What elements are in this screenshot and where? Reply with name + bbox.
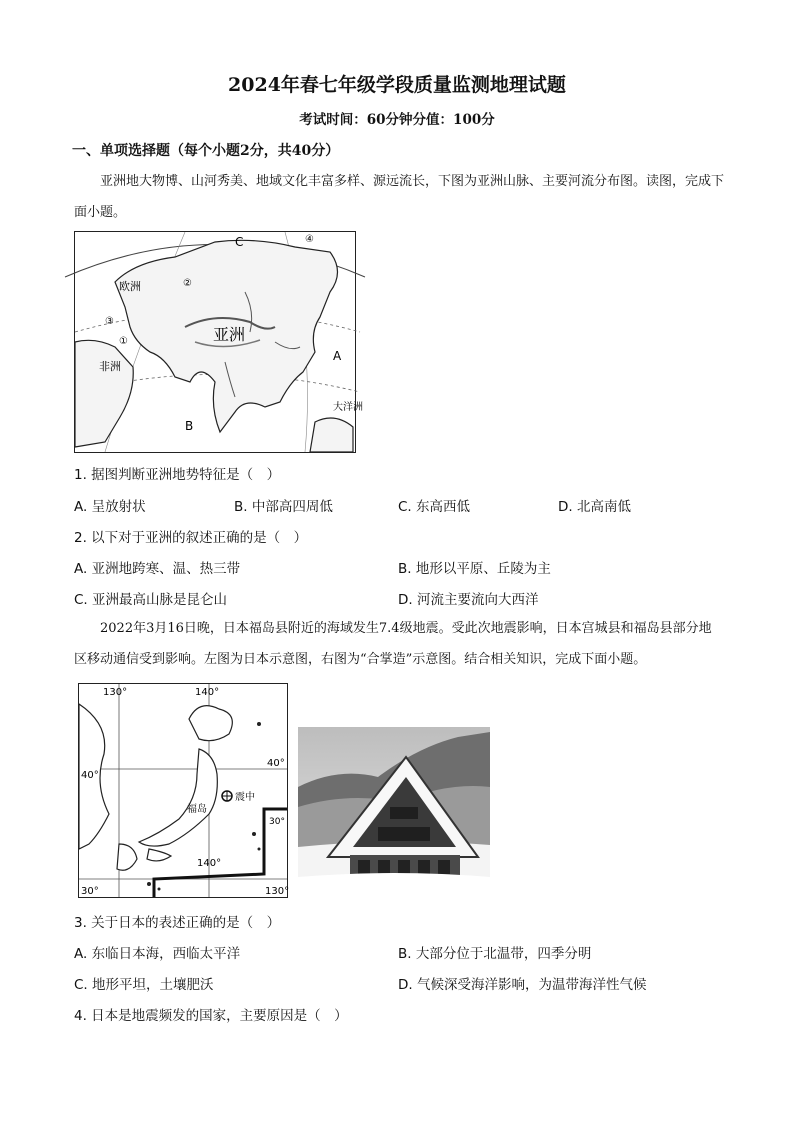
label-lon140-top: 140° xyxy=(195,687,220,698)
label-c: C xyxy=(235,235,244,249)
label-lat40-right: 40° xyxy=(267,758,285,769)
asia-map-figure xyxy=(74,231,363,453)
label-lat30-right: 30° xyxy=(269,817,285,827)
q2-option-a[interactable]: A. 亚洲地跨寒、温、热三带 xyxy=(74,561,241,577)
question-2-stem: 2. 以下对于亚洲的叙述正确的是（ ） xyxy=(74,530,308,546)
q3-option-d[interactable]: D. 气候深受海洋影响，为温带海洋性气候 xyxy=(398,977,647,993)
label-africa: 非洲 xyxy=(99,360,121,373)
gassho-house-photo xyxy=(298,727,490,894)
page-title: 2024年春七年级学段质量监测地理试题 xyxy=(228,74,566,96)
label-lon130-top: 130° xyxy=(103,687,128,698)
intro-paragraph-2: 2022年3月16日晚，日本福岛县附近的海域发生7.4级地震。受此次地震影响，日本宫城县和福岛县部分地区移动通信受到影响。左图为日本示意图，右图为“合掌造”示意图。结合相关知识，完成下面小题。 xyxy=(74,621,712,667)
question-4-stem: 4. 日本是地震频发的国家，主要原因是（ ） xyxy=(74,1008,348,1024)
section-heading: 一、单项选择题（每个小题2分，共40分） xyxy=(72,143,340,159)
label-europe: 欧洲 xyxy=(119,280,141,293)
question-3-stem: 3. 关于日本的表述正确的是（ ） xyxy=(74,915,281,931)
label-lon130-bottom: 130° xyxy=(265,886,290,897)
label-1: ① xyxy=(119,336,128,347)
asia-map xyxy=(75,232,363,452)
gassho-house-image xyxy=(298,727,490,894)
q2-option-d[interactable]: D. 河流主要流向大西洋 xyxy=(398,592,539,608)
japan-map xyxy=(79,684,290,897)
label-lat40-left: 40° xyxy=(81,770,99,781)
label-a: A xyxy=(333,349,342,363)
exam-info: 考试时间：60分钟分值：100分 xyxy=(299,112,495,128)
q1-option-b[interactable]: B. 中部高四周低 xyxy=(234,499,333,515)
label-lon140-bottom: 140° xyxy=(197,858,222,869)
label-oceania: 大洋洲 xyxy=(333,402,363,413)
q1-option-a[interactable]: A. 呈放射状 xyxy=(74,499,146,515)
q3-option-b[interactable]: B. 大部分位于北温带，四季分明 xyxy=(398,946,592,962)
label-3: ③ xyxy=(105,316,114,327)
label-epicenter: 震中 xyxy=(235,792,255,803)
intro-paragraph-1: 亚洲地大物博、山河秀美、地域文化丰富多样、源远流长，下图为亚洲山脉、主要河流分布图。读图，完成下面小题。 xyxy=(74,174,725,220)
q1-option-d[interactable]: D. 北高南低 xyxy=(558,499,631,515)
question-1-stem: 1. 据图判断亚洲地势特征是（ ） xyxy=(74,467,281,483)
label-asia: 亚洲 xyxy=(213,325,246,344)
q2-option-b[interactable]: B. 地形以平原、丘陵为主 xyxy=(398,561,551,577)
label-b: B xyxy=(185,419,194,433)
label-4: ④ xyxy=(305,234,314,245)
q2-option-c[interactable]: C. 亚洲最高山脉是昆仑山 xyxy=(74,592,228,608)
label-fukushima: 福岛 xyxy=(187,804,207,815)
japan-map-figure xyxy=(78,683,288,898)
label-lat30-left: 30° xyxy=(81,886,99,897)
q3-option-a[interactable]: A. 东临日本海，西临太平洋 xyxy=(74,946,241,962)
q1-option-c[interactable]: C. 东高西低 xyxy=(398,499,471,515)
q3-option-c[interactable]: C. 地形平坦，土壤肥沃 xyxy=(74,977,214,993)
label-2: ② xyxy=(183,278,192,289)
